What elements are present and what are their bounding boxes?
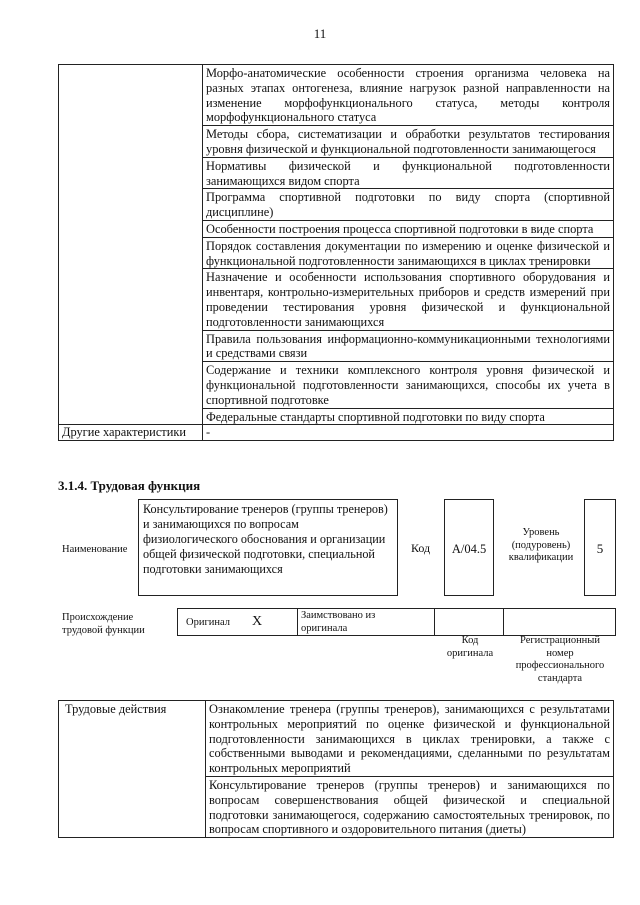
knowledge-item: Федеральные стандарты спортивной подготовки по виду спорта xyxy=(203,408,614,425)
section-heading: 3.1.4. Трудовая функция xyxy=(58,478,201,493)
knowledge-item: Морфо-анатомические особенности строения организма человека на разных этапах онтогенеза, влияние нагрузок разной направленности на изменение морфофункционального статуса, методы контроля морфофункционального статуса xyxy=(203,65,614,126)
level-value: 5 xyxy=(596,541,604,556)
level-label: Уровень (подуровень) квалификации xyxy=(508,527,574,563)
function-name-box xyxy=(138,499,398,596)
original-label: Оригинал xyxy=(186,617,230,628)
code-label: Код xyxy=(411,541,431,555)
actions-label: Трудовые действия xyxy=(59,701,206,838)
knowledge-item: Особенности построения процесса спортивной подготовки в виде спорта xyxy=(203,220,614,237)
level-box xyxy=(584,499,616,596)
code-original-caption: Код оригинала xyxy=(446,635,494,659)
code-value: A/04.5 xyxy=(451,542,487,556)
knowledge-item: Программа спортивной подготовки по виду спорта (спортивной дисциплине) xyxy=(203,189,614,221)
other-characteristics-value: - xyxy=(203,425,614,441)
page-number: 11 xyxy=(313,26,327,41)
code-box xyxy=(444,499,494,596)
knowledge-item: Нормативы физической и функциональной подготовленности занимающихся видом спорта xyxy=(203,157,614,189)
knowledge-item: Содержание и техники комплексного контроля уровня физической и функциональной подготовленности занимающихся, способы их учета в спортивной подготовке xyxy=(203,362,614,408)
knowledge-item: Назначение и особенности использования спортивного оборудования и инвентаря, контрольно-измерительных приборов и средств измерений при проведении тестирования уровня физической и функциональной подготовленности занимающихся xyxy=(203,269,614,330)
borrowed-label: Заимствовано из оригинала xyxy=(301,610,376,634)
knowledge-table xyxy=(58,64,614,441)
action-item: Ознакомление тренера (группы тренеров), занимающихся с результатами контрольных мероприятий по оценке физической и функциональной подготовленности занимающихся в циклах тренировки, а также с собственными выводами и рекомендациями, сделанными по результатам контрольных мероприятий xyxy=(206,701,614,777)
name-label: Наименование xyxy=(62,544,128,555)
knowledge-item: Правила пользования информационно-коммуникационными технологиями и средствами связи xyxy=(203,330,614,362)
registration-caption: Регистрационный номер профессионального стандарта xyxy=(515,635,605,684)
origin-label: Происхождение трудовой функции xyxy=(62,612,145,636)
original-mark: X xyxy=(252,614,263,629)
knowledge-item: Методы сбора, систематизации и обработки результатов тестирования уровня физической и функциональной подготовленности занимающегося xyxy=(203,126,614,158)
action-item: Консультирование тренеров (группы тренеров) и занимающихся по вопросам совершенствования общей физической и специальной подготовки занимающегося, содержанию самостоятельных тренировок, по вопросам спортивного и оздоровительного питания (диеты) xyxy=(206,776,614,837)
knowledge-label-cell xyxy=(59,65,203,425)
knowledge-item: Порядок составления документации по измерению и оценке физической и функциональной подготовленности занимающихся в циклах тренировки xyxy=(203,237,614,269)
actions-table xyxy=(58,700,614,838)
other-characteristics-label: Другие характеристики xyxy=(59,425,203,441)
function-name-value: Консультирование тренеров (группы тренеров) и занимающихся по вопросам физиологического обоснования и организации общей физической подготовки, специальной подготовки занимающихся xyxy=(143,502,388,576)
